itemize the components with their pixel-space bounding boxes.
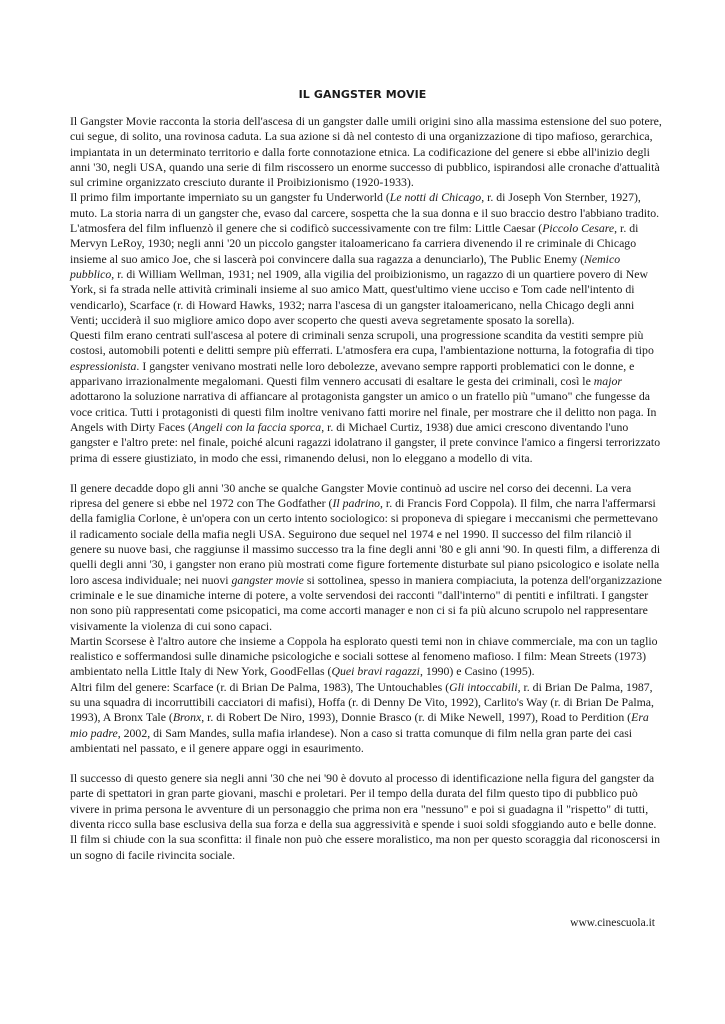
- paragraph: [70, 771, 662, 863]
- text-run: , r. di Michael Curtiz, 1938) due amici crescono diventando l'uno gangster e l'altro prete: nel finale, poiché alcuni ragazzi idolatrano il gangster, il prete convince l'amico a fingersi terrorizzato prima di essere giustiziato, in modo che essi, rimanendo delusi, non lo eleggano a modello di vita.: [70, 419, 661, 465]
- text-run: , r. di Brian De Palma, 1987, su una squadra di incorruttibili cacciatori di mafisi), Hoffa (r. di Denny De Vito, 1992), Carlito's Way (r. di Brian De Palma, 1993), A Bronx Tale (: [70, 679, 654, 725]
- paragraph: [70, 328, 662, 466]
- paragraph: [70, 114, 662, 190]
- text-run: Il successo di questo genere sia negli anni '30 che nei '90 è dovuto al processo di identificazione nella figura del gangster da parte di spettatori in gran parte giovani, maschi e proletari. Per il tempo della durata del film questo tipo di pubblico può vivere in prima persona le avventure di un personaggio che prima non era "nessuno" e poi si guadagna il "rispetto" di tutti, diventa ricco sulla base esclusiva della sua forza e della sua aggressività e spende i suoi soldi sfoggiando auto e belle donne. Il film si chiude con la sua sconfitta: il finale non può che essere moralistico, ma non per questo scoraggia dal riconoscersi in un sogno di facile rivincita sociale.: [70, 771, 660, 862]
- text-run: Il genere decadde dopo gli anni '30 anche se qualche Gangster Movie continuò ad uscire nel corso dei decenni. La vera ripresa del genere si ebbe nel 1972 con The Godfather (: [70, 480, 632, 511]
- footer-website: www.cinescuola.it: [570, 917, 655, 929]
- document-body: [70, 114, 662, 863]
- text-run: adottarono la soluzione narrativa di affiancare al protagonista gangster un amico o un fratello più "umano" che fungesse da voce critica. Tutti i protagonisti di questi film inoltre venivano fatti morire nel finale, per mostrare che il delitto non paga. In Angels with Dirty Faces (: [70, 389, 657, 434]
- text-run: , r. di Joseph Von Sternber, 1927), muto. La storia narra di un gangster che, evaso dal carcere, sospetta che la sua donna e il suo braccio destro l'abbiano tradito. L'atmosfera del film influenzò il genere che si codificò successivamente con tre film: Little Caesar (: [70, 190, 660, 236]
- text-run: Questi film erano centrati sull'ascesa al potere di criminali senza scrupoli, una progressione scandita da vestiti sempre più costosi, automobili potenti e delitti sempre più efferrati. L'atmosfera era cupa, l'ambientazione notturna, la fotografia di tipo: [70, 328, 654, 358]
- text-run: Martin Scorsese è l'altro autore che insieme a Coppola ha esplorato questi temi non in chiave commerciale, ma con un taglio realistico e soffermandosi sulle dinamiche psicologiche e sociali sottese al fenomeno mafioso. I film: Mean Streets (1973) ambientato nella Little Italy di New York, GoodFellas (: [70, 633, 658, 679]
- paragraph: [70, 634, 662, 680]
- text-run: , r. di Francis Ford Coppola). Il film, che narra l'affermarsi della famiglia Corlone, è un'opera con un certo intento sociologico: si proponeva di spiegare i meccanismi che permettevano il radicamento sociale della mafia negli USA. Seguirono due sequel nel 1974 e nel 1990. Il successo del film rilanciò il genere su nuove basi, che raggiunse il massimo successo tra la fine degli anni '80 e gli anni '90. In questi film, a differenza di quelli degli anni '30, i gangster non erano più mostrati come figure fortemente disturbate sul piano psicologico e isolate nella loro ascesa individuale; nei nuovi: [70, 496, 661, 587]
- paragraph: [70, 481, 662, 634]
- italic-title: Era mio padre: [70, 710, 649, 740]
- italic-title: major: [593, 374, 622, 389]
- text-run: Il primo film importante imperniato su un gangster fu Underworld (: [70, 190, 390, 205]
- text-run: , 1990) e Casino (1995).: [419, 664, 535, 679]
- document-title: IL GANGSTER MOVIE: [298, 88, 427, 101]
- text-run: , 2002, di Sam Mandes, sulla mafia irlandese). Non a caso si tratta comunque di film nella gran parte dei casi ambientati nel passato, e il genere appare oggi in esaurimento.: [70, 725, 633, 755]
- text-run: , r. di Mervyn LeRoy, 1930; negli anni '20 un piccolo gangster italoamericano fa carriera divenendo il re criminale di Chicago insieme al suo amico Joe, che si lascerà poi convincere dalla sua ragazza a denunciarlo), The Public Enemy (: [70, 221, 639, 266]
- italic-title: espressionista: [70, 358, 137, 373]
- italic-title: Nemico pubblico: [70, 251, 621, 281]
- italic-title: Bronx: [172, 710, 202, 725]
- text-run: . I gangster venivano mostrati nelle loro debolezze, avevano sempre rapporti problematici con le donne, e apparivano irrazionalmente megalomani. Questi film vennero accusati di esaltare le gesta dei criminali, così le: [70, 358, 635, 389]
- text-run: , r. di William Wellman, 1931; nel 1909, alla vigilia del proibizionismo, un ragazzo di un quartiere povero di New York, si fa strada nelle attività criminali insieme al suo amico Matt, quest'ultimo viene ucciso e Tom cade nell'intento di vendicarlo), Scarface (r. di Howard Hawks, 1932; narra l'ascesa di un gangster italoamericano, nella Chicago degli anni Venti; ucciderà il suo migliore amico dopo aver scoperto che questi aveva segretamente sposato la sorella).: [70, 266, 649, 327]
- italic-title: gangster movie: [231, 572, 304, 587]
- italic-title: Le notti di Chicago: [389, 190, 482, 205]
- italic-title: Piccolo Cesare: [542, 221, 615, 236]
- text-run: si sottolinea, spesso in maniera compiaciuta, la potenza dell'organizzazione criminale e le sue dinamiche interne di potere, a volte servendosi dei racconti "dall'interno" di pentiti e infiltrati. I gangster non sono più rappresentati come psicopatici, ma come accorti manager e non ci si fa più alcuno scrupolo nel rappresentare visivamente la violenza di cui sono capaci.: [70, 572, 662, 633]
- paragraph: [70, 680, 662, 756]
- text-run: Altri film del genere: Scarface (r. di Brian De Palma, 1983), The Untouchables (: [70, 679, 450, 694]
- italic-title: Gli intoccabili: [449, 679, 518, 694]
- italic-title: Angeli con la faccia sporca: [191, 419, 322, 434]
- text-run: , r. di Robert De Niro, 1993), Donnie Brasco (r. di Mike Newell, 1997), Road to Perdition (: [201, 710, 632, 725]
- italic-title: Quei bravi ragazzi: [331, 664, 420, 679]
- italic-title: Il padrino: [332, 496, 381, 511]
- text-run: Il Gangster Movie racconta la storia dell'ascesa di un gangster dalle umili origini sino alla massima estensione del suo potere, cui segue, di solito, una rovinosa caduta. La sua azione si dà nel contesto di una organizzazione di tipo mafioso, gerarchica, impiantata in un determinato territorio e dalla forte connotazione etnica. La codificazione del genere si ebbe all'inizio degli anni '30, negli USA, quando una serie di film riscossero un enorme successo di pubblico, ispirandosi alle cronache d'attualità sul crimine organizzato cresciuto durante il Proibizionismo (1920-1933).: [70, 114, 662, 190]
- paragraph: [70, 190, 662, 328]
